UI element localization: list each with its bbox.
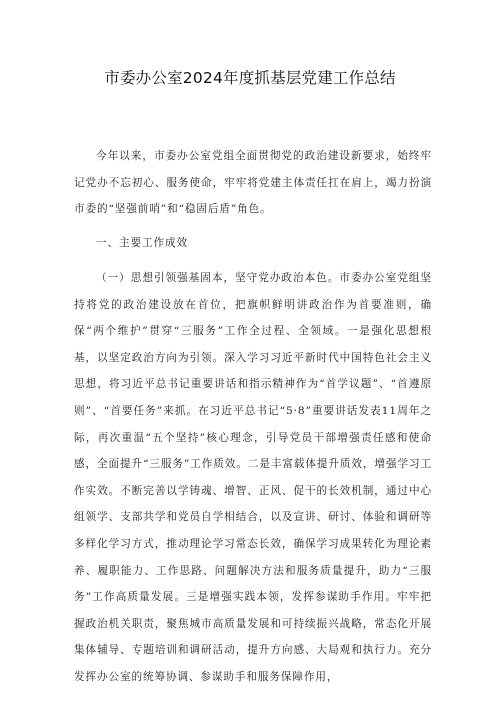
intro-paragraph: 今年以来，市委办公室党组全面贯彻党的政治建设新要求，始终牢记党办不忘初心、服务使命，牢牢将党建主体责任扛在肩上，竭力扮演市委的“坚强前哨”和“稳固后盾”角色。 [74,150,432,216]
document-title: 市委办公室2024年度抓基层党建工作总结 [104,69,396,87]
section-heading: 一、主要工作成效 [96,237,188,249]
section-body-paragraph: （一）思想引领强基固本，坚守党办政治本色。市委办公室党组坚持将党的政治建设放在首位，把旗帜鲜明讲政治作为首要准则，确保“两个维护”贯穿“三服务”工作全过程、全领域。一是强化思想根基，以坚定政治方向为引领。深入学习习近平新时代中国特色社会主义思想，将习近平总书记重要讲话和指示精神作为“首学议题”、“首遵原则”、“首要任务”来抓。在习近平总书记“5·8”重要讲话发表11周年之际，再次重温“五个坚持”核心理念，引导党员干部增强责任感和使命感，全面提升“三服务”工作质效。二是丰富载体提升质效，增强学习工作实效。不断完善以学铸魂、增智、正风、促干的长效机制，通过中心组领学、支部共学和党员自学相结合，以及宣讲、研讨、体验和调研等多样化学习方式，推动理论学习常态长效，确保学习成果转化为理论素养、履职能力、工作思路、问题解决方法和服务质量提升，助力“三服务”工作高质量发展。三是增强实践本领，发挥参谋助手作用。牢牢把握政治机关职责，聚焦城市高质量发展和可持续振兴战略，常态化开展集体辅导、专题培训和调研活动，提升方向感、大局观和执行力。充分发挥办公室的统筹协调、参谋助手和服务保障作用， [74,272,432,683]
